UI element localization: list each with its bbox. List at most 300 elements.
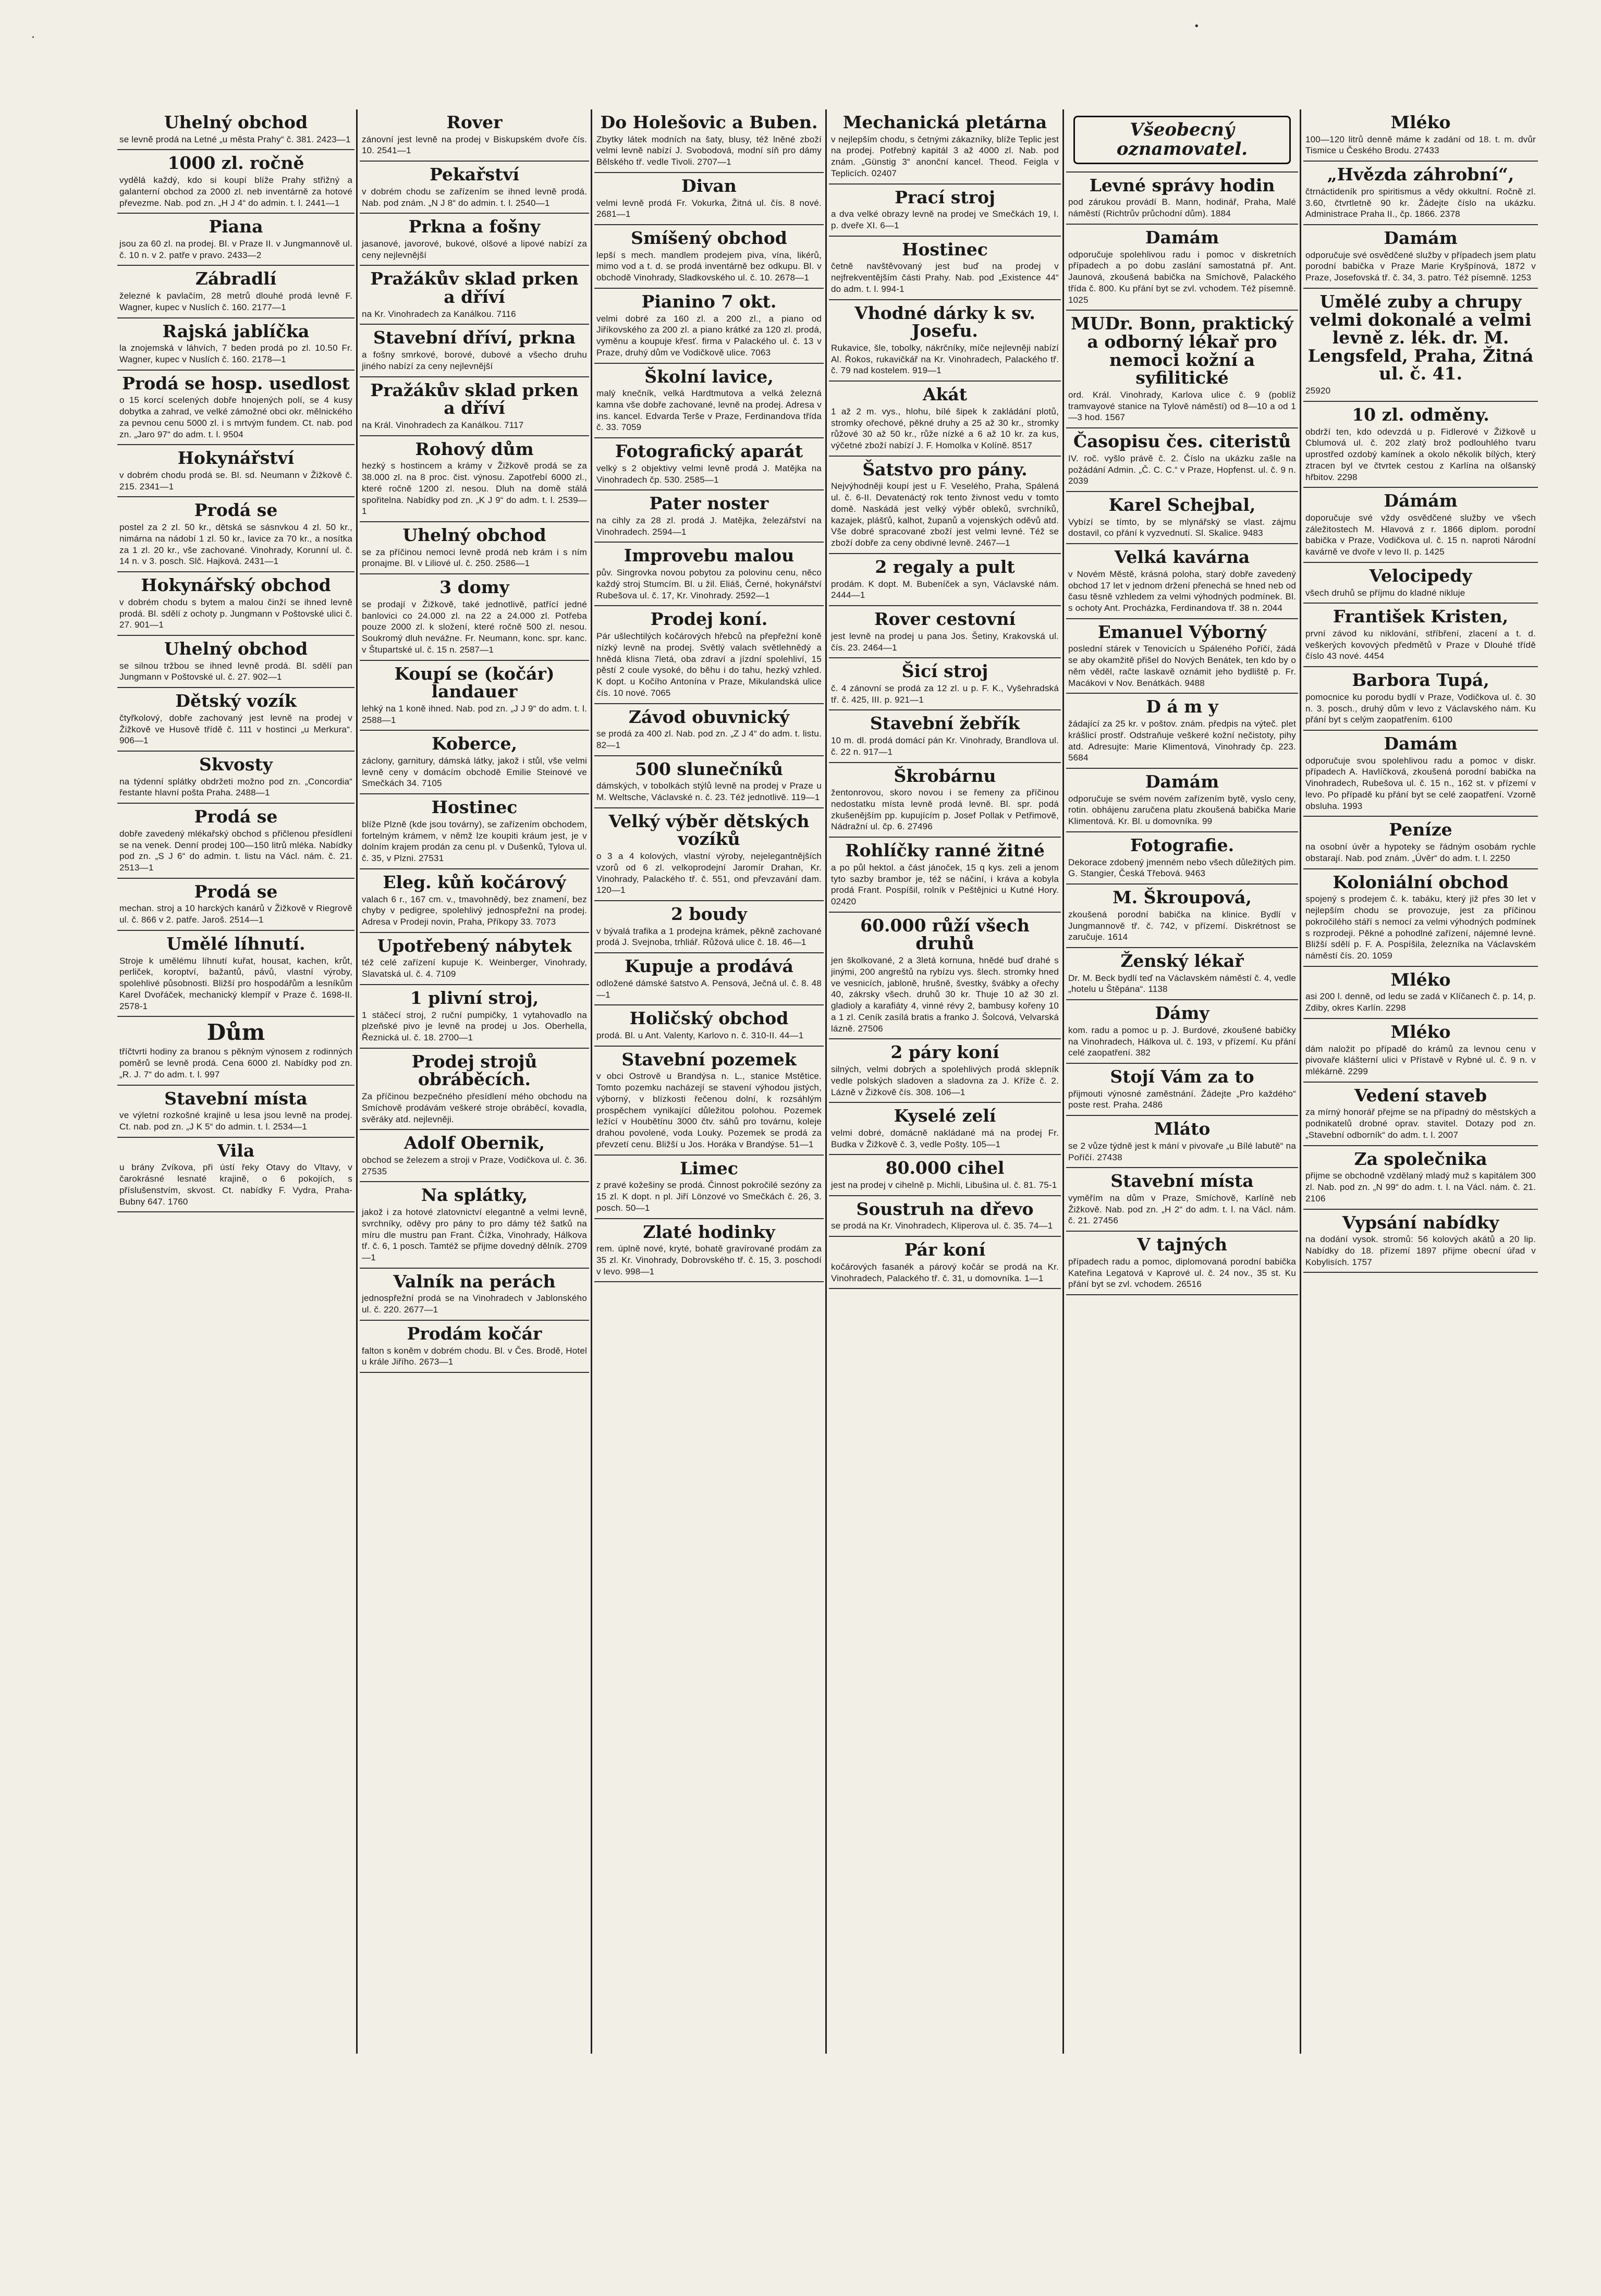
ad-heading: „Hvězda záhrobní“, (1327, 164, 1514, 185)
ad-heading: Stavební místa (164, 1088, 308, 1109)
classified-ad (1303, 109, 1538, 162)
ad-heading: Ženský lékař (1120, 951, 1244, 971)
classified-ad (360, 214, 589, 266)
ad-body: v dobrém chodu s bytem a malou činží se ihned levně prodá. Bl. sdělí z ochoty p. Jungmann v Poštovské ulici č. 27. 901—1 (119, 597, 352, 630)
ad-body: la znojemská v láhvích, 7 beden prodá po zl. 10.50 Fr. Wagner, kupec v Nuslích č. 160. 2178—1 (119, 343, 352, 364)
ad-heading: Koupí se (kočár) landauer (394, 663, 555, 702)
ad-heading: Pianino 7 okt. (641, 291, 777, 312)
section-banner: Všeobecný oznamovatel. (1073, 116, 1291, 164)
ad-heading: Stavební pozemek (621, 1049, 797, 1070)
ad-body: velmi dobré, domácně nakládané má na prodej Fr. Budka v Žižkově č. 3, vedle Pošty. 105—1 (831, 1127, 1059, 1149)
classified-ad (1303, 402, 1538, 488)
ad-heading: Prodá se (194, 806, 278, 827)
classified-ad (117, 688, 355, 752)
ad-heading: Pár koní (904, 1239, 986, 1260)
classified-ad (829, 1155, 1061, 1196)
ad-body: jest na prodej v cihelně p. Michli, Libušina ul. č. 81. 75-1 (831, 1180, 1057, 1190)
classified-ad (360, 731, 589, 794)
ad-body: odložené dámské šatstvo A. Pensová, Ječná ul. č. 8. 48—1 (596, 978, 822, 1000)
ad-body: Rukavice, šle, tobolky, nákrčníky, míče nejlevněji nabízí Al. Řokos, rukavičkář na Kr. Vinohradech, Palackého tř. č. 79 nad kostelem. 919—1 (831, 342, 1059, 376)
ad-body: o 15 korcí scelených dobře hnojených polí, se 4 kusy dobytka a zahrad, ve velké zámožné obci okr. mělnického za pevnou cenu 5000 zl. i s mrtvým fundem. Ct. nab. pod zn. „Jaro 97“ do adm. t. l. 9504 (119, 395, 352, 439)
ad-heading: Umělé líhnutí. (166, 933, 305, 954)
ad-body: Zbytky látek modních na šaty, blusy, též lněné zboží velmi levně nabízí J. Svobodová, modní síň pro dámy Bělského tř. vedle Tivoli. 2707—1 (596, 134, 822, 167)
classified-ad (594, 1156, 824, 1219)
classified-ad (117, 497, 355, 572)
ad-heading: Koloniální obchod (1333, 871, 1509, 892)
classified-ad (360, 1321, 589, 1373)
ad-heading: Smíšený obchod (631, 228, 787, 249)
ad-body: ve výletní rozkošné krajině u lesa jsou levně na prodej. Ct. nab. pod zn. „J K 5“ do admin. t. l. 2534—1 (119, 1110, 352, 1132)
ad-body: lepší s mech. mandlem prodejem piva, vína, likérů, mimo vod a t. d. se prodá inventárně bez odkupu. Bl. v obchodě Vinohrady, Sladkovského ul. č. 10. 2678—1 (596, 250, 822, 283)
classified-ad (360, 933, 589, 985)
classified-ad (117, 445, 355, 497)
ad-body: Dekorace zdobený jmenném nebo všech důležitých pim. G. Stangier, Česká Třebová. 9463 (1068, 857, 1296, 879)
ad-body: žentonrovou, skoro novou i se řemeny za příčinou nedostatku místa levně prodá levně. Bl. spr. podá zkušenějším pp. kupujícím p. Josef Pollak v Petřimově, Nádražní ul. čp. 6. 27496 (831, 788, 1059, 832)
ad-body: na osobní úvěr a hypoteky se řádným osobám rychle obstarají. Nab. pod znám. „Úvěr“ do adm. t. l. 2250 (1305, 842, 1536, 863)
ad-heading: Škrobárnu (894, 765, 996, 786)
classified-ad (360, 162, 589, 214)
classified-ad (594, 289, 824, 364)
column-divider (356, 109, 358, 2054)
ad-body: v bývalá trafika a 1 prodejna krámek, pěkně zachované prodá J. Svejnoba, trhliář. Růžová ulice č. 18. 46—1 (596, 926, 822, 948)
ad-heading: Mléko (1390, 969, 1451, 990)
column-5 (1066, 109, 1298, 2054)
ad-body: na týdenní splátky obdržeti možno pod zn. „Concordia“ řestante hlavní pošta Praha. 2488—1 (119, 776, 352, 798)
ad-body: z pravé kožešiny se prodá. Činnost pokročilé sezóny za 15 zl. K dopt. n pl. Jiří Lönzové vo Smečkách č. 26, 3. posch. 50—1 (596, 1180, 822, 1213)
classified-ad (1066, 885, 1298, 948)
ad-body: asi 200 l. denně, od ledu se zadá v Klíčanech č. p. 14, p. Zdiby, okres Karlín. 2298 (1305, 991, 1536, 1013)
ad-heading: František Kristen, (1333, 606, 1509, 627)
ad-heading: Rohový dům (415, 438, 534, 459)
classified-ad (829, 109, 1061, 185)
ad-body: malý knečník, velká Hardtmutova a velká železná kamna vše dobře zachované, levně na prodej. Adresa v ins. kancel. Edvarda Terše v Praze, Ferdinandova třída č. 33. 7059 (596, 388, 822, 433)
ad-heading: Velocipedy (1369, 565, 1472, 586)
ad-body: dobře zavedený mlékařský obchod s přičlenou přesídlení se na venek. Denní prodej 100—150 litrů mléka. Nabídky pod zn. „S J 6“ do admin. t. listu na Václ. nám. č. 21. 2513—1 (119, 828, 352, 873)
column-divider (1062, 109, 1064, 2054)
ad-body: přijme se obchodně vzdělaný mladý muž s kapitálem 300 zl. Nab. pod zn. „N 99“ do adm. t. l. na Václ. nám. č. 21. 2106 (1305, 1171, 1536, 1204)
classified-ad (1303, 1083, 1538, 1146)
ad-heading: Prodám kočár (407, 1323, 542, 1344)
classified-ad (1066, 544, 1298, 619)
ad-body: první závod ku niklování, stříbření, zlacení a t. d. veškerých kovových předmětů v Praze v Dlouhé třídě číslo 43 nové. 4454 (1305, 628, 1536, 661)
classified-ad (594, 173, 824, 225)
classified-ad (829, 457, 1061, 554)
ad-body: se silnou tržbou se ihned levně prodá. Bl. sdělí pan Jungmann v Poštovské ul. č. 27. 902—1 (119, 660, 352, 682)
ad-body: zánovní jest levně na prodej v Biskupském dvoře čís. 10. 2541—1 (362, 134, 587, 156)
ad-heading: Fotografie. (1130, 834, 1235, 855)
classified-ad (1303, 1019, 1538, 1083)
classified-ad (360, 661, 589, 731)
ad-heading: Za společnika (1354, 1148, 1487, 1169)
ad-heading: Stavební dříví, prkna (373, 327, 576, 348)
ad-heading: Dámám (1384, 490, 1458, 511)
classified-ad (1066, 1116, 1298, 1168)
ad-body: se prodá za 400 zl. Nab. pod zn. „Z J 4“ do adm. t. listu. 82—1 (596, 729, 822, 750)
ad-heading: Limec (680, 1158, 738, 1178)
ad-body: Dr. M. Beck bydlí teď na Václavském náměstí č. 4, vedle „hotelu u Štěpána“. 1138 (1068, 973, 1296, 994)
classified-ad (1066, 1000, 1298, 1064)
ad-heading: 500 slunečníků (635, 758, 783, 779)
ad-heading: 2 boudy (671, 904, 747, 925)
ad-heading: Upotřebený nábytek (377, 935, 572, 956)
classified-ad (117, 214, 355, 266)
ad-heading: Do Holešovic a Buben. (600, 112, 818, 132)
ad-heading: 60.000 růží všech druhů (860, 915, 1030, 954)
ad-body: čtrnáctideník pro spiritismus a vědy okkultní. Ročně zl. 3.60, čtvrtletně 90 kr. Žádejte číslo na ukázku. Administrace Praha II., čp. 1866. 2378 (1305, 186, 1536, 219)
classified-ad (117, 752, 355, 804)
ad-body: Pár ušlechtilých kočárových hřebců na přepřežní koně nízký levně na prodej. Světlý valach světlehnědý a hnědá klisna 7letá, oba zdraví a jízdní spolehliví, 15 pěstí 2 coule vysoké, do běhu i do tahu, hezký vzhled. K dopt. u Kočího Antonína v Praze, Mikulandská ulice čís. 10 nové. 7065 (596, 631, 822, 698)
classified-ad (594, 225, 824, 289)
ad-heading: Prkna a fošny (408, 216, 541, 237)
ad-body: poslední stárek v Tenovicích u Spáleného Poříčí, žádá se aby okamžitě přišel do Nových Benátek, ten kdo by o něm věděl, račte laskavě oznámit jeho bydliště p. Fr. Macákovi v Nov. Benátkách. 9488 (1068, 644, 1296, 688)
classified-ad (360, 522, 589, 574)
ad-body: dámských, v tobolkách stýlů levně na prodej v Praze u M. Weltsche, Václavské n. č. 23. Též jednotlivě. 119—1 (596, 781, 822, 803)
ad-body: u brány Zvíkova, při ústí řeky Otavy do Vltavy, v čarokrásné lesnaté krajině, o 6 pokojích, s příslušenstvím, skvost. Ct. nabídky F. Vydra, Praha-Bubny 647. 1760 (119, 1162, 352, 1207)
ad-heading: Uhelný obchod (164, 639, 308, 659)
ad-body: vyměřím na dům v Praze, Smíchově, Karlíně neb Žižkově. Nab. pod zn. „H 2“ do adm. t. l. na Václ. nám. č. 21. 27456 (1068, 1193, 1296, 1226)
classified-ad (594, 901, 824, 953)
ad-body: v dobrém chodu prodá se. Bl. sd. Neumann v Žižkově č. 215. 2341—1 (119, 470, 352, 492)
ad-body: za mírný honorář přejme se na případný do městských a podnikatelů drobné oprav. stavitel. Dotazy pod zn. „Stavební odborník“ do adm. t. l. 2007 (1305, 1107, 1536, 1140)
ad-body: lehký na 1 koně ihned. Nab. pod zn. „J J 9“ do adm. t. l. 2588—1 (362, 703, 587, 725)
classified-ad (829, 1103, 1061, 1155)
ad-body: jsou za 60 zl. na prodej. Bl. v Praze II. v Jungmannově ul. č. 10 n. v 2. patře v pravo. 2433—2 (119, 238, 352, 260)
ad-heading: MUDr. Bonn, praktický a odborný lékař pro nemoci kožní a syfilitické (1071, 313, 1293, 388)
ad-body: žádající za 25 kr. v poštov. znám. předpis na výteč. plet krášlicí prostř. Odstraňuje veškeré kožní nečistoty, pihy atd. Adresujte: Marie Klimentová, Vinohrady čp. 223. 5684 (1068, 719, 1296, 763)
classified-ad (360, 794, 589, 869)
ad-heading: 2 regaly a pult (875, 556, 1015, 577)
ad-heading: Šatstvo pro pány. (862, 459, 1028, 480)
classified-ad (594, 1005, 824, 1046)
ad-heading: 1000 zl. ročně (167, 153, 304, 174)
ad-body: obdrží ten, kdo odevzdá u p. Fidlerové v Žižkově u Cblumová ul. č. 202 zlatý brož podlouhlého tvaru uprostřed ozdobý kamínek a okolo několik bílých, který ztracen byl ve čtvrtek cestou z Karlína na olšanský hřbitov. 2298 (1305, 426, 1536, 482)
classified-ad (594, 490, 824, 543)
classified-ad (594, 543, 824, 606)
ad-body: v obci Ostrově u Brandýsa n. L., stanice Mstětice. Tomto pozemku nacházejí se stavení výhodou jistých, výborný, v blízkosti řečenou dolní, k rozsáhlým prospěchem vynikající důležitou polohou. Pozemek ležící v Houbětínu 3000 čtv. sáhů pro továrnu, koleje drahou povolené, voda Louky. Pozemek se prodá za převzetí cenu. Bližší u Jos. Horáka v Brandýse. 51—1 (596, 1071, 822, 1149)
ad-heading: Hostinec (431, 797, 518, 818)
ad-body: prodá. Bl. u Ant. Valenty, Karlovo n. č. 310-II. 44—1 (596, 1030, 804, 1040)
ad-heading: Dům (206, 1020, 265, 1046)
ad-body: odporučuje své osvědčené služby v případech jsem platu porodní babička v Praze Marie Kryšpínová, 1872 v Praze, Josefovská tř. č. 34, 3. patro. Též písemně. 1253 (1305, 250, 1536, 283)
classified-ad (594, 756, 824, 808)
classified-ad (1066, 948, 1298, 1000)
page-corner-mark-right: • (1194, 21, 1200, 32)
ad-heading: Karel Schejbal, (1108, 495, 1256, 515)
ad-body: 1 až 2 m. vys., hlohu, bílé šipek k zakládání plotů, stromky ořechové, pěkné druhy a 25 až 30 kr., stromky růžové 30 až 50 kr., růže nízké a 6 až 10 kr. za kus, výčetné zboží nabízí J. F. Homolka v Kolíně. 8517 (831, 406, 1059, 451)
ad-heading: Eleg. kůň kočárový (383, 871, 566, 892)
ad-heading: Na splátky, (421, 1185, 528, 1206)
ad-heading: Zlaté hodinky (643, 1221, 775, 1242)
ad-heading: Rohlíčky ranné žitné (845, 840, 1045, 861)
ad-heading: Hostinec (902, 239, 988, 260)
ad-body: mechan. stroj a 10 harckých kanárů v Žižkově v Riegrově ul. č. 866 v 2. patře. Jaroš. 2514—1 (119, 903, 352, 925)
ad-heading: Uhelný obchod (402, 525, 546, 546)
classified-ad (360, 1049, 589, 1131)
classified-ad (594, 808, 824, 901)
ad-body: též celé zařízení kupuje K. Weinberger, Vinohrady, Slavatská ul. č. 4. 7109 (362, 957, 587, 979)
ad-heading: Závod obuvnický (628, 706, 790, 727)
classified-ad (1066, 769, 1298, 832)
ad-heading: Zábradlí (195, 268, 277, 289)
classified-ad (1066, 173, 1298, 225)
ad-body: o 3 a 4 kolových, vlastní výroby, nejelegantnějších vzorů od 6 zl. velkoprodejní Jaromír Drahan, Kr. Vinohrady, Palackého tř. č. 551, ond převzavání dam. 120—1 (596, 851, 822, 895)
ad-heading: Prodá se hosp. usedlost (122, 373, 350, 394)
classified-ad (1303, 731, 1538, 817)
classified-ad (360, 109, 589, 162)
ad-heading: M. Škroupová, (1113, 887, 1252, 908)
classified-ad (829, 913, 1061, 1040)
ad-body: se 2 vůze týdně jest k mání v pivovaře „u Bílé labutě“ na Poříčí. 27438 (1068, 1140, 1296, 1162)
classified-ad (829, 606, 1061, 658)
classified-ad (1303, 967, 1538, 1019)
classified-ad (360, 436, 589, 522)
ad-body: pod zárukou provádí B. Mann, hodinář, Praha, Malé náměstí (Richtrův průchodní dům). 1884 (1068, 197, 1296, 219)
column-divider (591, 109, 592, 2054)
column-2 (360, 109, 589, 2054)
ad-body: Nejvýhodněji koupí jest u F. Veselého, Praha, Spálená ul. č. 6-II. Devatenáctý rok tento živnost vedu v tomto domě. Naskádá jest velký výběr obleků, svrchníků, kazajek, plášťů, kalhot, županů a vojenských oděvů atd. Vše dobré spracované zboží jest velmi levné. Též se zboží dobře za ceny obdivné levně. 2467—1 (831, 481, 1059, 548)
column-4 (829, 109, 1061, 2054)
ad-body: a po půl hektol. a část jánoček, 15 q kys. zeli a jenom tyto sazby brambor je, též se náčiní, i kráva a kobyla prodá Frant. Pospíšil, rolník v Peštějnici u Kutné Hory. 02420 (831, 862, 1059, 907)
ad-body: odporučuje se svém novém zařízením bytě, vyslo ceny, rotin. obhájenu zaručena platu zkoušená babička Marie Klimentová. Kr. Bl. u domovníka. 99 (1068, 793, 1296, 827)
ad-body: na Kr. Vinohradech za Kanálkou. 7116 (362, 309, 516, 319)
classified-ad (1066, 1064, 1298, 1116)
classified-ad (594, 109, 824, 173)
ad-heading: Prodej strojů obráběcích. (411, 1051, 537, 1090)
classified-ad (1303, 488, 1538, 563)
ad-heading: Rover (446, 112, 503, 132)
ad-heading: Valník na perách (393, 1271, 556, 1292)
ad-body: IV. roč. vyšlo právě č. 2. Číslo na ukázku zašle na požádání Admin. „Č. C. C.“ v Praze, Hopfenst. ul. č. 9 n. 2039 (1068, 453, 1296, 486)
ad-heading: 3 domy (439, 577, 509, 598)
ad-body: tříčtvrti hodiny za branou s pěkným výnosem z rodinných poměrů se levně prodá. Cena 6000 zl. Nabídky pod zn. „R. J. 7“ do adm. t. l. 997 (119, 1047, 352, 1079)
ad-body: na Král. Vinohradech za Kanálkou. 7117 (362, 420, 524, 430)
ad-heading: Šicí stroj (901, 661, 988, 682)
classified-ad (1066, 832, 1298, 885)
ad-heading: 1 plivní stroj, (410, 987, 539, 1008)
classified-ad (1303, 289, 1538, 402)
ad-body: na dodání vysok. stromů: 56 kolových akátů a 20 lip. Nabídky do 18. přízemí 1897 přijme obecní úřad v Kobylisích. 1757 (1305, 1234, 1536, 1267)
classified-ad (360, 1269, 589, 1321)
ad-heading: Prodá se (194, 881, 278, 902)
ad-heading: Emanuel Výborný (1097, 621, 1267, 642)
ad-body: silných, velmi dobrých a spolehlivých prodá sklepník vedle polských sladoven a sladovna za J. Kříže č. 2. Lázně v Žižkově čís. 308. 106—1 (831, 1064, 1059, 1097)
classified-ad (360, 377, 589, 436)
ad-heading: Fotografický aparát (615, 441, 803, 462)
classified-ad (829, 1196, 1061, 1237)
classified-ad (117, 266, 355, 318)
column-3 (594, 109, 824, 2054)
classified-ad (117, 1017, 355, 1085)
classified-ad (360, 1130, 589, 1182)
ad-body: ord. Král. Vinohrady, Karlova ulice č. 9 (poblíž tramvayové stanice na Tylově náměstí) od 8—10 a od 1—3 hod. 1567 (1068, 389, 1296, 423)
classified-ad (829, 1237, 1061, 1289)
ad-heading: Časopisu čes. citeristů (1073, 431, 1291, 452)
classified-ad (829, 382, 1061, 457)
ad-body: železné k pavlačím, 28 metrů dlouhé prodá levně F. Wagner, kupec v Nuslích č. 160. 2177—1 (119, 291, 352, 312)
classified-ad (1066, 1168, 1298, 1232)
ad-heading: Mléko (1390, 112, 1451, 132)
ad-heading: 2 páry koní (890, 1042, 999, 1063)
classified-ad (829, 185, 1061, 237)
ad-body: záclony, garnitury, dámská látky, jakož i stůl, vše velmi levně ceny v domácím obchodě Emilie Steinové ve Smečkách 34. 7105 (362, 755, 587, 789)
ad-body: dám naložit po případě do krámů za levnou cenu v pivovaře klášterní ulici v Přístavě v Rybné ul. č. 9 n. v mlékárně. 2299 (1305, 1043, 1536, 1077)
ad-body: blíže Plzně (kde jsou továrny), se zařízením obchodem, fortelným krámem, v němž lze koupiti kráum jest, je v dolním krajem prodán za cenu pl. v Dušenků, Tylova ul. č. 35, v Plzni. 27531 (362, 819, 587, 864)
ad-body: spojený s prodejem č. k. tabáku, který již přes 30 let v nejlepším chodu se provozuje, jest za příčinou pokročilého stáří s nemocí za velmi výhodných podmínek s rozprodeji. Pěkné a pohodlné zařízení, nájemné levné. Bližší sdělí p. F. A. Pospíšila, železníka na Václavském náměstí čís. 20. 1059 (1305, 894, 1536, 961)
ad-heading: Vila (217, 1140, 255, 1161)
ad-heading: Akát (922, 384, 968, 405)
classified-ad (1066, 492, 1298, 544)
classified-ad (360, 985, 589, 1049)
ad-heading: Levné správy hodin (1089, 175, 1275, 195)
classified-ad (829, 710, 1061, 763)
ad-body: Vybízí se tímto, by se mlynářský se vlast. zájmu dostavil, co přání k vyzvednutí. Sl. Skalice. 9483 (1068, 517, 1296, 538)
ad-body: postel za 2 zl. 50 kr., dětská se sásnvkou 4 zl. 50 kr., nimárna na nádobí 1 zl. 50 kr., lavice za 70 kr., a nosítka za 1 zl. 20 kr., vše zachované. Vinohrady, Korunní ul. č. 14 n. v 3. posch. Slč. Hajková. 2431—1 (119, 522, 352, 567)
ad-body: jasanové, javorové, bukové, olšové a lipové nabízí za ceny nejlevnější (362, 238, 587, 260)
classified-ad (594, 1219, 824, 1283)
ad-heading: Damám (1384, 733, 1458, 754)
ad-heading: Barbora Tupá, (1352, 670, 1489, 691)
ad-heading: Soustruh na dřevo (856, 1198, 1034, 1219)
ad-body: četně navštěvovaný jest buď na prodej v nejfrekventějším části Prahy. Nab. pod „Existence 44“ do adm. t. l. 994-1 (831, 261, 1059, 294)
ad-body: č. 4 zánovní se prodá za 12 zl. u p. F. K., Vyšehradská tř. č. 425, III. p. 921—1 (831, 683, 1059, 705)
ad-heading: Umělé zuby a chrupy velmi dokonalé a velmi levně z. lék. dr. M. Lengsfeld, Praha, Žitná ul. č. 41. (1307, 291, 1534, 384)
ad-heading: 80.000 cihel (885, 1158, 1005, 1178)
ad-heading: Kupuje a prodává (625, 956, 793, 977)
ad-body: jakož i za hotové zlatovnictví elegantně a velmi levně, svrchníky, oděvy pro pány to pro dámy též šatků na míru dle mustru pan Frant. Čížka, Vinohrady, Hálkova tř. č. 6, 1 posch. Tamtéž se přijme dovedný dělník. 2709—1 (362, 1207, 587, 1263)
ad-body: v nejlepším chodu, s četnými zákazníky, blíže Teplic jest na prodej. Potřebný kapitál 3 až 4000 zl. Nab. pod znám. „Günstig 3“ anonční kancel. Theod. Feigla v Teplicích. 02407 (831, 134, 1059, 178)
ad-body: falton s koněm v dobrém chodu. Bl. v Čes. Brodě, Hotel u krále Jiřího. 2673—1 (362, 1345, 587, 1367)
ad-heading: Mechanická pletárna (842, 112, 1047, 132)
ad-body: na cihly za 28 zl. prodá J. Matějka, železářství na Vinohradech. 2594—1 (596, 515, 822, 537)
ad-heading: Piana (209, 216, 263, 237)
ad-heading: Rover cestovní (874, 609, 1016, 630)
column-6 (1303, 109, 1538, 2054)
classified-ad (117, 1086, 355, 1138)
ad-heading: Prací stroj (895, 187, 995, 207)
classified-ad (117, 804, 355, 879)
ad-body: Stroje k umělému líhnutí kuřat, housat, kachen, krůt, perliček, koroptví, bažantů, pávů, vlastní výroby, spolehlivé působnosti. Bližší pro hospodářům a lesníkům Karel Dvořáček, mechanický klempíř v Praze č. 1698-II. 2578-1 (119, 955, 352, 1011)
ad-body: Za příčinou bezpečného přesídlení mého obchodu na Smíchově prodávám veškeré stroje obráběcí, kovadla, svěráky atd. nejlevněji. (362, 1091, 587, 1124)
ad-heading: Koberce, (431, 733, 517, 754)
classified-ad (1303, 869, 1538, 967)
ad-heading: Damám (1145, 227, 1219, 248)
classified-ad (1066, 619, 1298, 694)
ad-heading: Damám (1145, 771, 1219, 792)
classified-ad (829, 554, 1061, 606)
ad-body: a dva velké obrazy levně na prodej ve Smečkách 19, I. p. dveře XI. 6—1 (831, 209, 1059, 231)
ad-heading: Vedení staveb (1354, 1085, 1487, 1106)
ad-body: kom. radu a pomoc u p. J. Burdové, zkoušené babičky na Vinohradech, Hálkova ul. č. 193, v přízemí. Ku přání celé zaopatření. 382 (1068, 1025, 1296, 1058)
classified-ad (594, 704, 824, 756)
classified-ad (829, 763, 1061, 838)
ad-body: odporučuje spolehlivou radu i pomoc v diskretních případech a po dobu zaslání samostatná př. Ant. Jaunová, zkoušená babička na Smíchově, Palackého třída č. 800. Ku přání byt se zvl. vchodem. Též písemně. 1025 (1068, 249, 1296, 305)
classified-ad (117, 318, 355, 371)
classified-ad (360, 266, 589, 325)
classified-ad (360, 1182, 589, 1268)
ad-body: doporučuje své vždy osvědčené služby ve všech záležitostech M. Hlavová z r. 1866 diplom. porodní babička v Praze, Vodičkova ul. č. 15 n. naproti Národní kavárně ve dvoře v levo II. p. 1425 (1305, 512, 1536, 557)
ad-heading: D á m y (1146, 696, 1218, 717)
ad-body: 100—120 litrů denně máme k zadání od 18. t. m. dvůr Tismice u Českého Brodu. 27433 (1305, 134, 1536, 156)
ad-heading: Vypsání nabídky (1342, 1212, 1499, 1233)
classified-ad (829, 300, 1061, 382)
classified-ad (1066, 428, 1298, 492)
classified-ad (829, 658, 1061, 710)
ad-body: se prodají v Žižkově, také jednotlivě, patřící jedné banlovici co 24.000 zl. na 22 a 24.000 zl. Potřeba pouze 2000 zl. k složení, které ročně 500 zl. nesou. Soukromý dluh nevážne. Fr. Neumann, konc. spr. kanc. v Štupartské ul. č. 15 n. 2587—1 (362, 599, 587, 655)
ad-body: pomocnice ku porodu bydlí v Praze, Vodičkova ul. č. 30 n. 3. posch., druhý dům v levo z Václavského nám. Ku přání byt s celým zaopatřením. 6100 (1305, 692, 1536, 725)
classified-ad (1066, 694, 1298, 769)
ad-heading: Pražákův sklad prken a dříví (370, 268, 579, 308)
ad-body: velmi dobré za 160 zl. a 200 zl., a piano od Jiříkovského za 200 zl. a piano krátké za 120 zl. prodá, vyměnu a koupuje křesť. firma v Palackého ul. č. 13 v Praze, druhý dům ve Vodičkově ulice. 7063 (596, 313, 822, 358)
classified-ad (117, 636, 355, 688)
classified-ad (594, 953, 824, 1005)
column-divider (825, 109, 827, 2054)
classified-ad (117, 931, 355, 1017)
ad-body: čtyřkolový, dobře zachovaný jest levně na prodej v Žižkově ve Husově třídě č. 111 v hostinci „u Merkura“. 906—1 (119, 713, 352, 746)
ad-body: jest levně na prodej u pana Jos. Šetiny, Krakovská ul. čís. 23. 2464—1 (831, 631, 1059, 653)
classified-ad (1066, 311, 1298, 428)
ad-heading: Improvebu malou (624, 545, 795, 566)
ad-heading: 10 zl. odměny. (1352, 404, 1489, 425)
classified-ad (1303, 1146, 1538, 1210)
ad-heading: Vhodné dárky k sv. Josefu. (854, 302, 1035, 341)
ad-body: prodám. K dopt. M. Bubeníček a syn, Václavské nám. 2444—1 (831, 579, 1059, 600)
ad-body: hezký s hostincem a krámy v Žižkově prodá se za 38.000 zl. na 8 proc. čist. výnosu. Zapotřebí 6000 zl., které ročně 1200 zl. nesou. Dluh na domě stálá spořitelna. Nabídky pod zn. „K J 9“ do adm. t. l. 2539—1 (362, 461, 587, 517)
ad-body: zkoušená porodní babička na klinice. Bydlí v Jungmannově tř. č. 742, v přízemí. Diskrétnost se zaručuje. 1614 (1068, 909, 1296, 942)
classified-ad (117, 879, 355, 931)
ad-heading: V tajných (1137, 1234, 1227, 1255)
classified-ad (117, 1138, 355, 1213)
ad-heading: Mláto (1154, 1119, 1211, 1139)
ad-body: přijmouti výnosné zaměstnání. Žádejte „Pro každého“ poste rest. Praha. 2486 (1068, 1088, 1296, 1110)
ad-body: vydělá každý, kdo si koupí blíže Prahy střižný a galanterní obchod za 2000 zl. neb inventárně za hotové převezme. Nab. pod zn. „H J 4“ do admin. t. l. 2441—1 (119, 175, 352, 208)
ad-heading: Prodej koní. (650, 609, 768, 630)
ad-body: všech druhů se příjmu do kladné nikluje (1305, 587, 1465, 598)
classified-ad (1303, 817, 1538, 869)
classified-ad (117, 572, 355, 636)
ad-heading: Pekařství (429, 164, 520, 185)
classified-ad (1303, 604, 1538, 667)
ad-body: jednospřežní prodá se na Vinohradech v Jablonského ul. č. 220. 2677—1 (362, 1293, 587, 1315)
ad-heading: Holičský obchod (629, 1008, 789, 1029)
classified-ad (594, 606, 824, 704)
ad-heading: Velká kavárna (1114, 547, 1250, 568)
ad-heading: Pražákův sklad prken a dříví (370, 379, 579, 419)
classified-ad (360, 325, 589, 377)
ad-heading: Peníze (1389, 819, 1452, 840)
ad-body: velký s 2 objektivy velmi levně prodá J. Matějka na Vinohradech čp. 530. 2585—1 (596, 463, 822, 485)
column-1 (117, 109, 355, 2054)
ad-body: kočárových fasanék a párový kočár se prodá na Kr. Vinohradech, Palackého tř. č. 31, u domovníka. 1—1 (831, 1261, 1059, 1283)
classified-ad (1303, 667, 1538, 731)
ad-heading: Rajská jablíčka (162, 321, 310, 341)
classified-ad (594, 364, 824, 439)
ad-body: velmi levně prodá Fr. Vokurka, Žitná ul. čís. 8 nové. 2681—1 (596, 198, 822, 219)
classified-ad (829, 838, 1061, 913)
page-corner-mark-left: · (31, 31, 35, 44)
ad-heading: Pater noster (649, 493, 769, 514)
ad-body: se prodá na Kr. Vinohradech, Kliperova ul. č. 35. 74—1 (831, 1221, 1053, 1231)
ad-body: 25920 (1305, 386, 1331, 396)
ad-body: a fošny smrkové, borové, dubové a všecho druhu jiného nabízí za ceny nejlevnější (362, 350, 587, 371)
ad-heading: Stavební žebřík (870, 713, 1020, 734)
ad-body: odporučuje svou spolehlivou radu a pomoc v diskr. případech A. Havlíčková, zkoušená porodní babička na Vinohradech, Rubešova ul. č. 15 n., 162 st. v přízemí v levo. Po případě ku přání byt se celé zaopatření. Vzorně obsluha. 1993 (1305, 755, 1536, 811)
ad-heading: Mléko (1390, 1021, 1451, 1042)
ad-heading: Adolf Obernik, (404, 1133, 545, 1153)
ad-heading: Hokynářský obchod (141, 575, 331, 596)
classified-ad (594, 1047, 824, 1156)
classified-ad (1066, 1232, 1298, 1295)
classified-ad (117, 109, 355, 150)
